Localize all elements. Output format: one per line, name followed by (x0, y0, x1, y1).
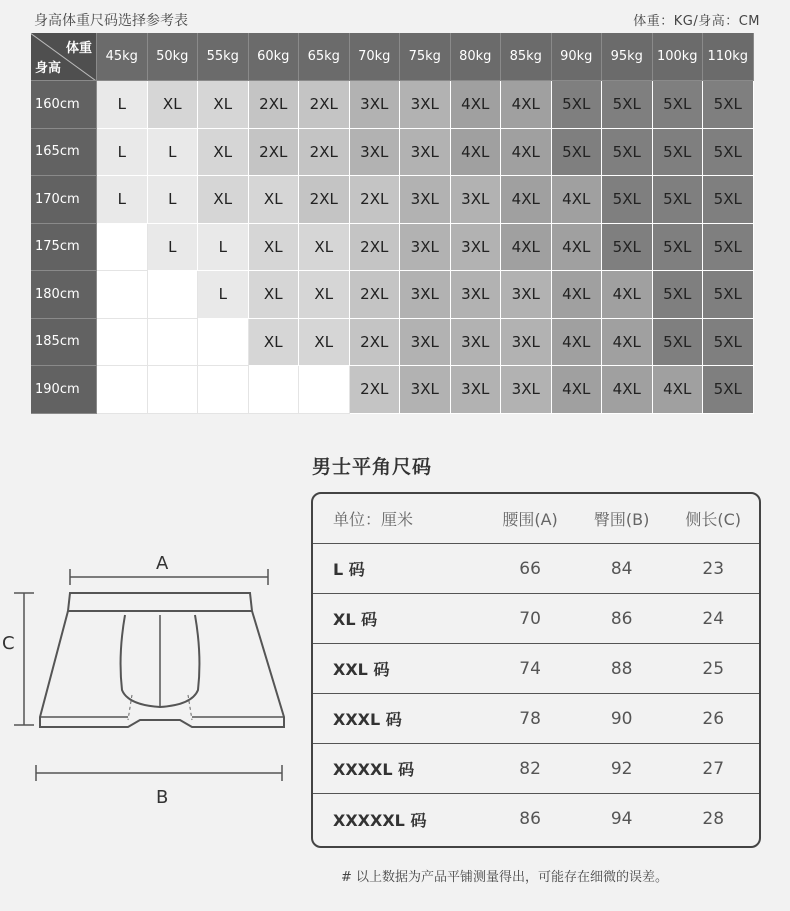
size-cell: 3XL (501, 319, 552, 367)
size-cell: 3XL (400, 81, 451, 129)
size-cell: 3XL (451, 366, 502, 414)
height-header: 165cm (31, 129, 97, 177)
label-a: A (156, 553, 169, 574)
height-header: 185cm (31, 319, 97, 367)
size-cell: 3XL (400, 319, 451, 367)
size-cell (97, 366, 148, 414)
size-cell: 4XL (552, 319, 603, 367)
size-cell: 5XL (703, 129, 754, 177)
size-cell: 5XL (653, 271, 704, 319)
size-cell: 5XL (653, 176, 704, 224)
weight-header: 45kg (97, 33, 148, 81)
size-cell: 4XL (552, 271, 603, 319)
size-cell: L (148, 129, 199, 177)
size-cell: 4XL (552, 366, 603, 414)
waist-value: 74 (519, 658, 541, 679)
size-label: XXL 码 (333, 660, 390, 679)
size-cell: 3XL (400, 271, 451, 319)
size-label: XXXL 码 (333, 710, 402, 729)
size-cell: XL (198, 129, 249, 177)
size-cell: 5XL (653, 319, 704, 367)
boxer-diagram (0, 545, 300, 815)
size-cell: 2XL (299, 176, 350, 224)
size-cell: 3XL (501, 271, 552, 319)
hip-value: 88 (610, 658, 633, 679)
size-cell: 5XL (703, 81, 754, 129)
size-cell: 4XL (602, 366, 653, 414)
size-cell: 2XL (249, 129, 300, 177)
size-cell: 5XL (602, 129, 653, 177)
label-b: B (156, 787, 169, 808)
size-cell: 5XL (703, 319, 754, 367)
corner-weight-label: 体重 (65, 41, 92, 56)
size-cell: 5XL (602, 224, 653, 272)
size-cell (299, 366, 350, 414)
size-cell: 5XL (602, 176, 653, 224)
height-header: 160cm (31, 81, 97, 129)
size-cell: 3XL (400, 224, 451, 272)
size-cell: 5XL (653, 129, 704, 177)
table-row (313, 744, 759, 794)
size-cell: 3XL (350, 81, 401, 129)
size-grid (31, 33, 754, 414)
size-cell: 2XL (350, 271, 401, 319)
weight-header: 75kg (400, 33, 451, 81)
side-length-value: 26 (702, 708, 725, 729)
height-header: 175cm (31, 224, 97, 272)
table-row (313, 644, 759, 694)
weight-header: 60kg (249, 33, 300, 81)
size-cell: 2XL (299, 81, 350, 129)
height-header: 180cm (31, 271, 97, 319)
measure-title: 男士平角尺码 (312, 456, 433, 478)
footnote: # 以上数据为产品平铺测量得出，可能存在细微的误差。 (341, 870, 669, 885)
side-length-value: 23 (702, 558, 725, 579)
size-cell: XL (198, 81, 249, 129)
size-cell: 5XL (602, 81, 653, 129)
size-cell: 3XL (501, 366, 552, 414)
size-cell (97, 224, 148, 272)
size-cell: 3XL (350, 129, 401, 177)
size-label: L 码 (333, 560, 365, 579)
size-cell: 4XL (501, 176, 552, 224)
size-cell: XL (249, 224, 300, 272)
size-cell: 4XL (653, 366, 704, 414)
table-row (313, 544, 759, 594)
size-cell: 2XL (249, 81, 300, 129)
size-cell: 3XL (451, 319, 502, 367)
waist-value: 78 (519, 708, 541, 729)
size-cell: 3XL (400, 176, 451, 224)
size-cell: 4XL (602, 271, 653, 319)
size-cell: XL (249, 319, 300, 367)
size-cell: 3XL (451, 176, 502, 224)
size-cell: 5XL (703, 271, 754, 319)
size-cell: 5XL (653, 224, 704, 272)
header-side-length: 侧长(C) (685, 510, 742, 529)
height-header: 190cm (31, 366, 97, 414)
size-cell: L (198, 271, 249, 319)
size-cell: 2XL (350, 319, 401, 367)
corner-height-label: 身高 (35, 61, 62, 76)
size-cell: 5XL (703, 176, 754, 224)
weight-header: 55kg (198, 33, 249, 81)
size-cell: 3XL (451, 271, 502, 319)
grid-corner (31, 33, 97, 81)
waist-value: 82 (519, 758, 541, 779)
size-cell (198, 366, 249, 414)
size-cell: 5XL (703, 224, 754, 272)
weight-header: 80kg (451, 33, 502, 81)
size-cell: 5XL (703, 366, 754, 414)
boxer-outline-graphic (0, 545, 300, 815)
size-cell: 4XL (501, 81, 552, 129)
size-cell: 4XL (451, 129, 502, 177)
size-label: XXXXXL 码 (333, 810, 427, 830)
units-label: 体重：KG/身高：CM (633, 14, 760, 29)
hip-value: 90 (610, 708, 633, 729)
size-cell: 4XL (451, 81, 502, 129)
waist-value: 70 (519, 608, 541, 629)
size-cell: XL (249, 176, 300, 224)
size-cell (97, 271, 148, 319)
size-cell: L (97, 129, 148, 177)
measure-header-row (313, 494, 759, 544)
size-cell (97, 319, 148, 367)
size-cell: 2XL (350, 224, 401, 272)
size-cell: 2XL (350, 366, 401, 414)
size-cell: XL (299, 271, 350, 319)
weight-header: 50kg (148, 33, 199, 81)
size-cell: 4XL (501, 129, 552, 177)
size-cell: 3XL (400, 129, 451, 177)
hip-value: 84 (610, 558, 633, 579)
size-cell: XL (198, 176, 249, 224)
size-cell: 4XL (602, 319, 653, 367)
size-cell: 2XL (350, 176, 401, 224)
header-hip: 臀围(B) (593, 510, 650, 529)
chart-title: 身高体重尺码选择参考表 (34, 13, 188, 29)
size-cell: 3XL (400, 366, 451, 414)
size-cell: L (148, 224, 199, 272)
table-row (313, 594, 759, 644)
weight-header: 100kg (653, 33, 704, 81)
weight-header: 90kg (552, 33, 603, 81)
size-cell: XL (249, 271, 300, 319)
size-cell: 3XL (451, 224, 502, 272)
size-cell: 4XL (501, 224, 552, 272)
size-cell: XL (148, 81, 199, 129)
size-cell: L (148, 176, 199, 224)
waist-value: 86 (519, 809, 541, 829)
weight-header: 70kg (350, 33, 401, 81)
measure-table (311, 492, 761, 848)
label-c: C (2, 633, 15, 654)
size-label: XXXXL 码 (333, 760, 415, 779)
waist-value: 66 (519, 558, 541, 579)
header-unit: 单位：厘米 (333, 510, 414, 529)
weight-header: 85kg (501, 33, 552, 81)
size-cell: L (97, 81, 148, 129)
size-cell: 5XL (653, 81, 704, 129)
hip-value: 94 (610, 809, 633, 829)
size-cell (148, 271, 199, 319)
height-header: 170cm (31, 176, 97, 224)
size-label: XL 码 (333, 610, 378, 629)
size-cell (198, 319, 249, 367)
size-cell (148, 319, 199, 367)
size-cell: 5XL (552, 129, 603, 177)
size-cell: L (198, 224, 249, 272)
size-cell: XL (299, 319, 350, 367)
weight-header: 95kg (602, 33, 653, 81)
side-length-value: 27 (702, 758, 725, 779)
size-cell: 4XL (552, 176, 603, 224)
size-cell: 5XL (552, 81, 603, 129)
hip-value: 86 (610, 608, 633, 629)
size-cell: 4XL (552, 224, 603, 272)
size-cell: 2XL (299, 129, 350, 177)
table-row (313, 694, 759, 744)
hip-value: 92 (610, 758, 633, 779)
size-cell (148, 366, 199, 414)
table-row (313, 794, 759, 844)
size-cell: XL (299, 224, 350, 272)
side-length-value: 28 (702, 809, 725, 829)
weight-header: 65kg (299, 33, 350, 81)
weight-header: 110kg (703, 33, 754, 81)
side-length-value: 24 (702, 608, 725, 629)
side-length-value: 25 (702, 658, 725, 679)
size-cell (249, 366, 300, 414)
header-waist: 腰围(A) (502, 510, 558, 529)
size-cell: L (97, 176, 148, 224)
